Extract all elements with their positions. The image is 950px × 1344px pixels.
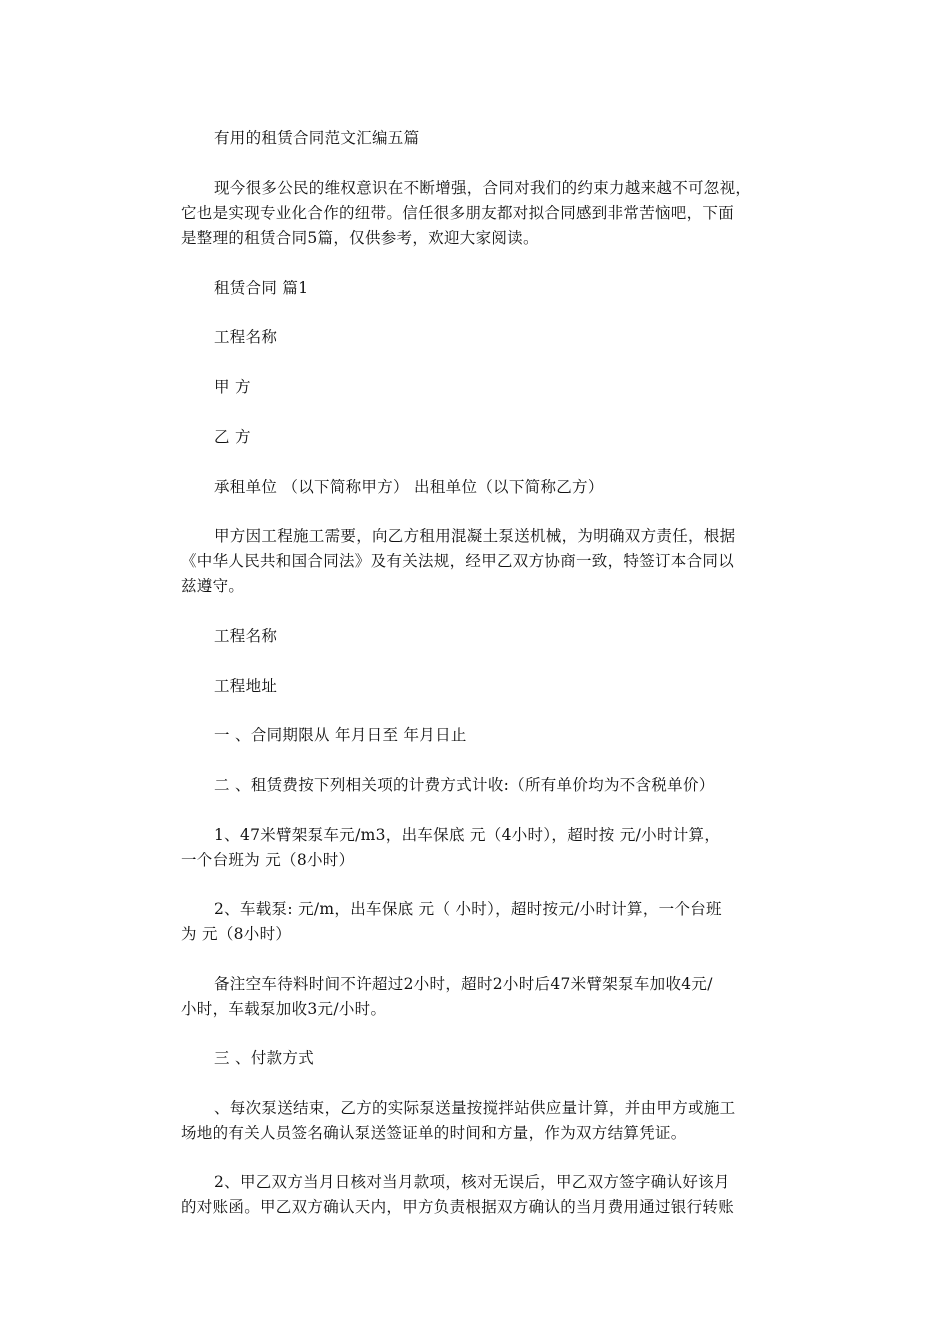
text-line: 三 、付款方式	[214, 1049, 315, 1067]
field-label	[181, 674, 814, 699]
payment-item-1	[181, 1096, 781, 1146]
text-line: 2、车载泵: 元/m，出车保底 元（ 小时），超时按元/小时计算，一个台班	[214, 900, 722, 918]
text-line: 乙 方	[214, 428, 251, 446]
party-a-label	[181, 375, 814, 400]
text-line: 小时，车载泵加收3元/小时。	[181, 1000, 387, 1018]
text-line: 它也是实现专业化合作的纽带。信任很多朋友都对拟合同感到非常苦恼吧，下面	[181, 204, 735, 222]
text-line: 有用的租赁合同范文汇编五篇	[214, 129, 420, 147]
text-line: 1、47米臂架泵车元/m3，出车保底 元（4小时），超时按 元/小时计算，	[214, 826, 721, 844]
text-line: 《中华人民共和国合同法》及有关法规，经甲乙双方协商一致，特签订本合同以	[181, 552, 735, 570]
text-line: 甲方因工程施工需要，向乙方租用混凝土泵送机械，为明确双方责任，根据	[214, 527, 736, 545]
field-label	[181, 624, 814, 649]
text-line: 是整理的租赁合同5篇，仅供参考，欢迎大家阅读。	[181, 229, 539, 247]
text-line: 、每次泵送结束，乙方的实际泵送量按搅拌站供应量计算，并由甲方或施工	[214, 1099, 736, 1117]
pricing-item-2	[181, 897, 781, 947]
document-title	[181, 126, 814, 151]
field-label	[181, 325, 814, 350]
text-line: 2、甲乙双方当月日核对当月款项，核对无误后，甲乙双方签字确认好该月	[214, 1173, 730, 1191]
party-b-label	[181, 425, 814, 450]
text-line: 租赁合同 篇1	[214, 279, 309, 297]
text-line: 甲 方	[214, 378, 251, 396]
text-line: 备注空车待料时间不许超过2小时，超时2小时后47米臂架泵车加收4元/	[214, 975, 713, 993]
text-line: 一个台班为 元（8小时）	[181, 851, 355, 869]
text-line: 工程地址	[214, 677, 278, 695]
intro-paragraph	[181, 176, 781, 251]
preamble-paragraph	[181, 524, 781, 599]
text-line: 现今很多公民的维权意识在不断增强，合同对我们的约束力越来越不可忽视，	[214, 179, 752, 197]
payment-item-2	[181, 1170, 781, 1220]
parties-line	[181, 475, 814, 500]
clause-one	[181, 723, 814, 748]
text-line: 兹遵守。	[181, 577, 245, 595]
clause-three	[181, 1046, 814, 1071]
text-line: 为 元（8小时）	[181, 925, 292, 943]
remark-paragraph	[181, 972, 781, 1022]
text-line: 工程名称	[214, 328, 278, 346]
clause-two	[181, 773, 814, 798]
text-line: 工程名称	[214, 627, 278, 645]
text-line: 一 、合同期限从 年月日至 年月日止	[214, 726, 467, 744]
text-line: 场地的有关人员签名确认泵送签证单的时间和方量，作为双方结算凭证。	[181, 1124, 687, 1142]
pricing-item-1	[181, 823, 781, 873]
text-line: 承租单位 （以下简称甲方） 出租单位（以下简称乙方）	[214, 478, 604, 496]
text-line: 二 、租赁费按下列相关项的计费方式计收:（所有单价均为不含税单价）	[214, 776, 715, 794]
section-heading	[181, 276, 814, 301]
text-line: 的对账函。甲乙双方确认天内，甲方负责根据双方确认的当月费用通过银行转账	[181, 1198, 735, 1216]
